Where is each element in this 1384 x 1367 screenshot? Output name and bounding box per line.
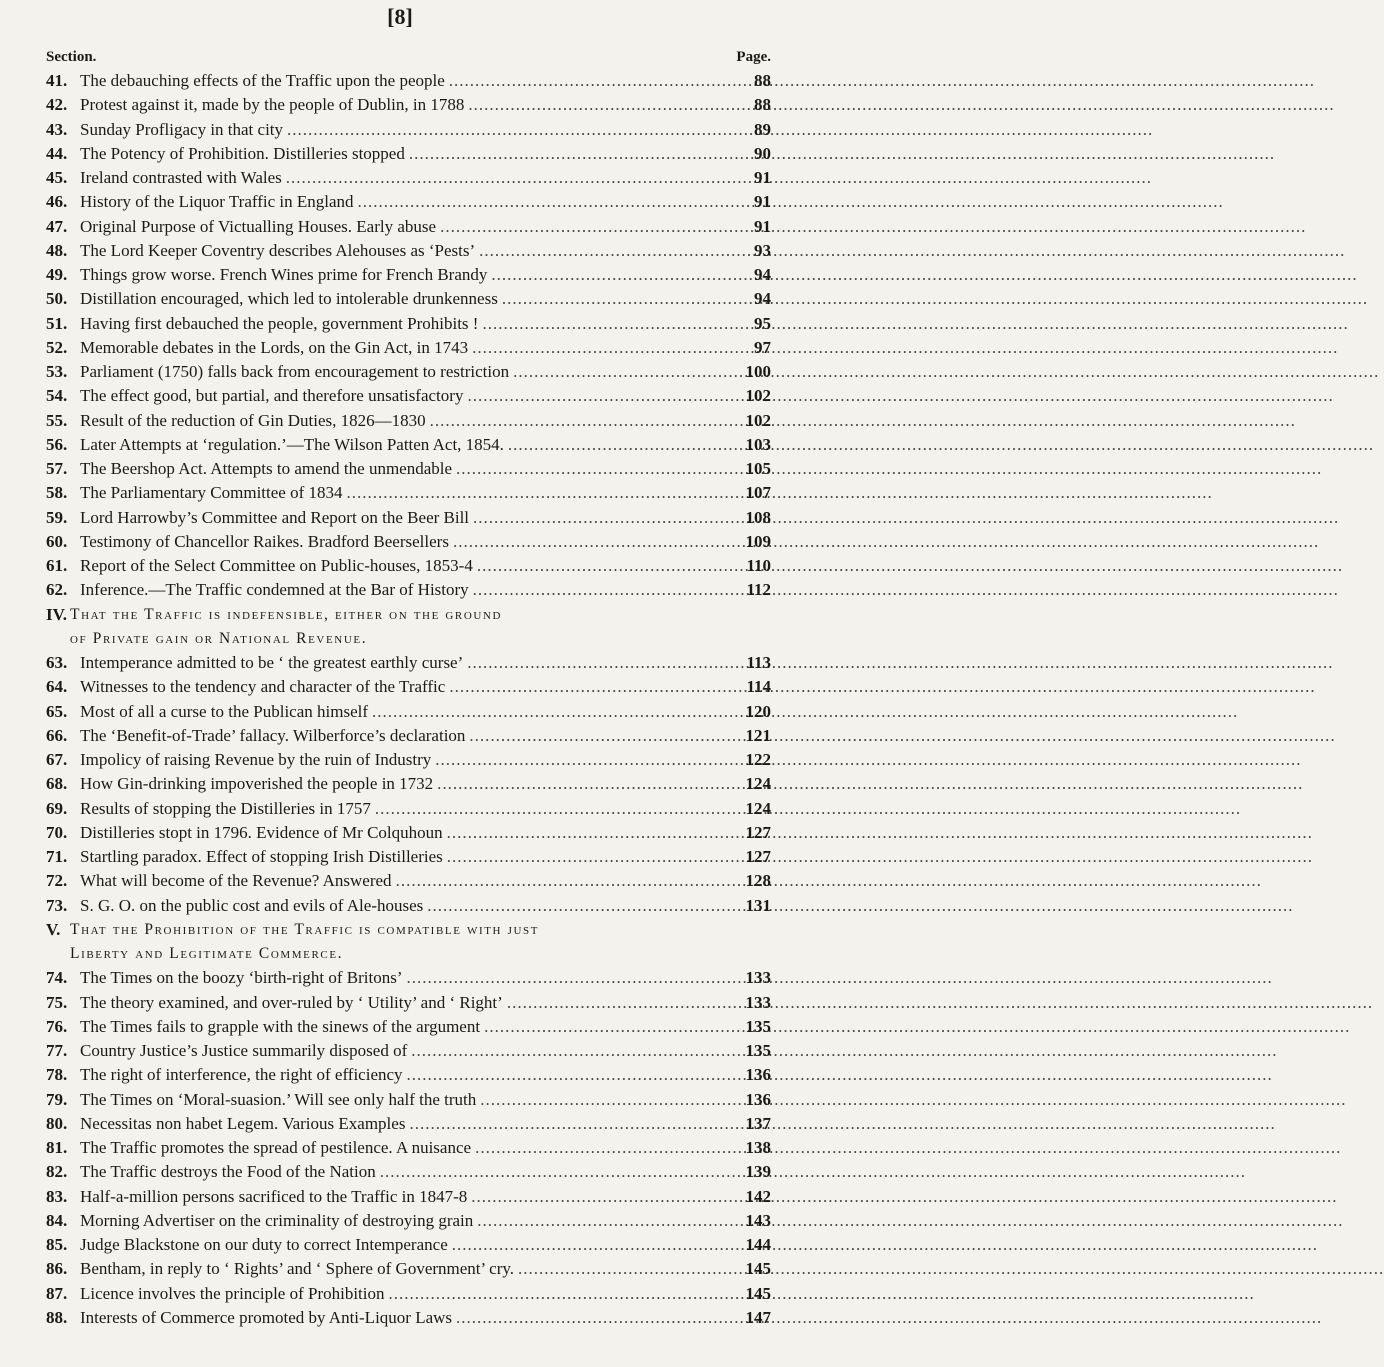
section-number: 81. [46,1138,68,1157]
dot-leader [471,1185,737,1209]
section-number: 48. [46,240,68,260]
dot-leader [437,772,737,796]
dot-leader [453,530,737,554]
dot-leader [389,1282,737,1306]
toc-entry [46,700,771,724]
section-number: 54. [46,386,68,406]
section-number: 78. [46,1065,68,1085]
page-reference: 107 [745,483,771,503]
part-heading-continued [46,627,771,651]
page-column-header: Page. [736,49,771,65]
page-reference: 144 [745,1235,771,1254]
section-title: Morning Advertiser on the criminality of destroying grain [80,1210,474,1230]
section-title: Report of the Select Committee on Public-houses, 1853-4 [80,556,473,575]
dot-leader [491,263,737,287]
section-title: Witnesses to the tendency and character of the Traffic [80,677,446,697]
section-title: Distilleries stopt in 1796. Evidence of Mr Colquhoun [80,822,443,842]
toc-entry [46,894,771,918]
section-number: 57. [46,459,68,478]
toc-entry [46,69,771,93]
section-number: 49. [46,265,68,284]
toc-entry [46,1039,771,1063]
section-number: 82. [46,1162,68,1182]
page-reference: 97 [754,337,771,357]
toc-entry [46,118,771,142]
section-title: The debauching effects of the Traffic upon the people [80,71,445,90]
section-number: 87. [46,1283,68,1303]
toc-entry [46,1015,771,1039]
dot-leader [456,457,737,481]
dot-leader [440,215,737,239]
section-number: 65. [46,701,68,721]
section-title: The ‘Benefit-of-Trade’ fallacy. Wilberforce’s declaration [80,725,466,745]
dot-leader [468,93,737,117]
section-number: 51. [46,313,68,333]
dot-leader [480,1088,737,1112]
dot-leader [375,797,737,821]
dot-leader [507,991,737,1015]
dot-leader [407,966,737,990]
dot-leader [430,409,737,433]
section-title: The Times on ‘Moral-suasion.’ Will see only half the truth [80,1089,477,1109]
section-title: Inference.—The Traffic condemned at the Bar of History [80,580,469,600]
dot-leader [513,360,737,384]
page-reference: 121 [745,725,771,745]
dot-leader [479,239,737,263]
section-number: 74. [46,968,68,988]
page-reference: 94 [754,265,771,284]
dot-leader [449,675,737,699]
section-number: 77. [46,1041,68,1060]
part-heading-text: Liberty and Legitimate Commerce. [70,945,344,962]
toc-entry [46,433,771,457]
section-number: 70. [46,822,68,842]
dot-leader [456,1306,737,1330]
toc-entry [46,142,771,166]
section-title: Protest against it, made by the people of Dublin, in 1788 [80,95,465,115]
section-number: 46. [46,192,68,212]
section-number: 61. [46,556,68,575]
section-title: Half-a-million persons sacrificed to the Traffic in 1847-8 [80,1186,468,1206]
section-title: The Lord Keeper Coventry describes Alehouses as ‘Pests’ [80,240,476,260]
table-of-contents [46,46,771,1330]
section-title: The effect good, but partial, and therefore unsatisfactory [80,386,464,406]
section-number: 60. [46,531,68,551]
section-number: 79. [46,1089,68,1109]
page-reference: 105 [745,459,771,478]
page-reference: 131 [745,895,771,915]
section-number: 53. [46,362,68,381]
dot-leader [467,651,737,675]
page-reference: 122 [745,750,771,769]
section-number: 43. [46,119,68,139]
section-column-header: Section. [46,49,97,65]
page-reference: 143 [745,1210,771,1230]
page-reference: 120 [745,701,771,721]
page-reference: 94 [754,289,771,309]
section-number: 47. [46,216,68,236]
section-number: 68. [46,774,68,794]
toc-entry [46,239,771,263]
section-number: 45. [46,168,68,187]
part-heading [46,918,771,942]
toc-entry [46,312,771,336]
page-reference: 112 [746,580,771,600]
section-title: Sunday Profligacy in that city [80,119,284,139]
section-number: 85. [46,1235,68,1254]
toc-entry [46,1233,771,1257]
part-numeral: V. [46,919,61,939]
dot-leader [411,1039,737,1063]
section-number: 56. [46,434,68,454]
page-reference: 108 [745,507,771,527]
page-reference: 124 [745,774,771,794]
page-reference: 91 [754,192,771,212]
page-reference: 142 [745,1186,771,1206]
section-title: Having first debauched the people, government Prohibits ! [80,313,479,333]
page-reference: 102 [745,386,771,406]
toc-entry [46,772,771,796]
toc-entry [46,991,771,1015]
page-reference: 133 [745,992,771,1012]
section-number: 63. [46,653,68,672]
section-number: 42. [46,95,68,115]
section-title: Interests of Commerce promoted by Anti-Liquor Laws [80,1307,453,1327]
section-title: Most of all a curse to the Publican himself [80,701,368,721]
section-title: The Parliamentary Committee of 1834 [80,483,343,503]
page-reference: 93 [754,240,771,260]
toc-entry [46,384,771,408]
dot-leader [467,384,737,408]
section-number: 41. [46,71,68,90]
page-reference: 133 [745,968,771,988]
section-number: 86. [46,1259,68,1279]
toc-entry [46,578,771,602]
section-title: Original Purpose of Victualling Houses. Early abuse [80,216,437,236]
section-title: Memorable debates in the Lords, on the Gin Act, in 1743 [80,337,469,357]
toc-entry [46,1257,771,1281]
page-reference: 137 [745,1113,771,1133]
toc-entry [46,1112,771,1136]
page-reference: 102 [745,410,771,430]
section-title: How Gin-drinking impoverished the people in 1732 [80,774,434,794]
dot-leader [409,1112,737,1136]
page-reference: 136 [745,1089,771,1109]
toc-entry [46,651,771,675]
section-title: Judge Blackstone on our duty to correct Intemperance [80,1235,448,1254]
section-title: The Traffic promotes the spread of pestilence. A nuisance [80,1138,472,1157]
dot-leader [447,845,737,869]
page-reference: 127 [745,847,771,866]
toc-entry [46,457,771,481]
toc-entry [46,1063,771,1087]
dot-leader [372,700,737,724]
section-number: 75. [46,992,68,1012]
part-heading-text: That the Prohibition of the Traffic is compatible with just [70,920,540,938]
dot-leader [358,190,737,214]
dot-leader [482,312,737,336]
section-title: Distillation encouraged, which led to intolerable drunkenness [80,289,498,309]
section-number: 62. [46,580,68,600]
dot-leader [473,506,737,530]
section-title: Lord Harrowby’s Committee and Report on the Beer Bill [80,507,470,527]
dot-leader [508,433,737,457]
page-reference: 100 [745,362,771,381]
part-heading [46,603,771,627]
toc-entry [46,166,771,190]
section-title: The Potency of Prohibition. Distilleries stopped [80,143,405,163]
page-reference: 145 [745,1283,771,1303]
toc-entry [46,1282,771,1306]
page-reference: 88 [754,95,771,115]
section-number: 69. [46,798,68,818]
toc-entry [46,263,771,287]
toc-entry [46,1306,771,1330]
dot-leader [452,1233,737,1257]
toc-entry [46,966,771,990]
page-number: [8] [387,4,413,29]
section-title: Later Attempts at ‘regulation.’—The Wilson Patten Act, 1854. [80,434,504,454]
page-reference: 139 [745,1162,771,1182]
page-reference: 145 [745,1259,771,1279]
toc-entry [46,821,771,845]
toc-entry [46,1136,771,1160]
section-number: 55. [46,410,68,430]
section-number: 73. [46,895,68,915]
dot-leader [287,118,737,142]
toc-entry [46,93,771,117]
page-reference: 138 [745,1138,771,1157]
section-title: Result of the reduction of Gin Duties, 1826—1830 [80,410,426,430]
section-number: 76. [46,1016,68,1036]
section-title: Ireland contrasted with Wales [80,168,282,187]
toc-entry [46,336,771,360]
section-number: 64. [46,677,68,697]
toc-entry [46,1185,771,1209]
column-headers [46,46,771,69]
section-title: The Beershop Act. Attempts to amend the unmendable [80,459,453,478]
toc-entry [46,360,771,384]
dot-leader [502,287,737,311]
dot-leader [435,748,737,772]
dot-leader [409,142,737,166]
section-title: Licence involves the principle of Prohibition [80,1283,385,1303]
section-number: 88. [46,1307,68,1327]
page-reference: 90 [754,143,771,163]
page-reference: 95 [754,313,771,333]
page-reference: 135 [745,1041,771,1060]
part-heading-text: of Private gain or National Revenue. [70,629,368,647]
section-number: 66. [46,725,68,745]
page-reference: 103 [745,434,771,454]
toc-entry [46,675,771,699]
toc-entry [46,1088,771,1112]
page-reference: 91 [754,216,771,236]
dot-leader [473,578,737,602]
dot-leader [449,69,737,93]
dot-leader [447,821,737,845]
dot-leader [380,1160,737,1184]
section-title: Startling paradox. Effect of stopping Irish Distilleries [80,847,443,866]
section-number: 83. [46,1186,68,1206]
section-number: 50. [46,289,68,309]
toc-entry [46,1160,771,1184]
section-number: 80. [46,1113,68,1133]
dot-leader [477,554,737,578]
page-reference: 109 [745,531,771,551]
toc-entry [46,797,771,821]
section-title: Impolicy of raising Revenue by the ruin of Industry [80,750,432,769]
dot-leader [477,1209,737,1233]
dot-leader [472,336,737,360]
section-title: The Traffic destroys the Food of the Nation [80,1162,376,1182]
toc-entry [46,748,771,772]
toc-entry [46,409,771,433]
dot-leader [286,166,737,190]
section-title: What will become of the Revenue? Answered [80,871,392,891]
section-number: 58. [46,483,68,503]
section-title: Necessitas non habet Legem. Various Examples [80,1113,406,1133]
page-reference: 124 [745,798,771,818]
section-title: S. G. O. on the public cost and evils of Ale-houses [80,895,424,915]
page-reference: 110 [746,556,771,575]
section-number: 44. [46,143,68,163]
toc-entry [46,724,771,748]
section-title: Country Justice’s Justice summarily disposed of [80,1041,408,1060]
toc-entry [46,190,771,214]
section-title: Things grow worse. French Wines prime for French Brandy [80,265,488,284]
dot-leader [484,1015,737,1039]
page-reference: 89 [754,119,771,139]
section-title: Bentham, in reply to ‘ Rights’ and ‘ Sphere of Government’ cry. [80,1259,515,1279]
section-number: 71. [46,847,68,866]
page-reference: 128 [745,871,771,891]
toc-entry [46,287,771,311]
dot-leader [427,894,737,918]
toc-entry [46,869,771,893]
dot-leader [347,481,738,505]
dot-leader [518,1257,737,1281]
section-title: The Times on the boozy ‘birth-right of Britons’ [80,968,403,988]
toc-entry [46,845,771,869]
section-title: The theory examined, and over-ruled by ‘ Utility’ and ‘ Right’ [80,992,503,1012]
dot-leader [396,869,737,893]
dot-leader [475,1136,737,1160]
page-reference: 114 [746,677,771,697]
toc-entry [46,215,771,239]
section-title: The right of interference, the right of efficiency [80,1065,403,1085]
page-reference: 113 [746,653,771,672]
part-heading-text: That the Traffic is indefensible, either on the ground [70,605,503,623]
section-title: The Times fails to grapple with the sinews of the argument [80,1016,481,1036]
section-title: Intemperance admitted to be ‘ the greatest earthly curse’ [80,653,464,672]
toc-entry [46,554,771,578]
section-number: 52. [46,337,68,357]
toc-entry [46,1209,771,1233]
part-heading-continued [46,942,771,966]
page-reference: 147 [745,1307,771,1327]
section-number: 84. [46,1210,68,1230]
toc-entry [46,506,771,530]
toc-entry [46,481,771,505]
page-reference: 135 [745,1016,771,1036]
section-title: History of the Liquor Traffic in England [80,192,354,212]
toc-entry [46,530,771,554]
dot-leader [407,1063,737,1087]
section-number: 59. [46,507,68,527]
page-reference: 88 [754,71,771,90]
section-title: Parliament (1750) falls back from encouragement to restriction [80,362,510,381]
page-reference: 127 [745,822,771,842]
dot-leader [469,724,737,748]
section-number: 72. [46,871,68,891]
section-number: 67. [46,750,68,769]
page-reference: 136 [745,1065,771,1085]
part-numeral: IV. [46,604,67,624]
section-title: Testimony of Chancellor Raikes. Bradford Beersellers [80,531,449,551]
page-reference: 91 [754,168,771,187]
section-title: Results of stopping the Distilleries in 1757 [80,798,371,818]
